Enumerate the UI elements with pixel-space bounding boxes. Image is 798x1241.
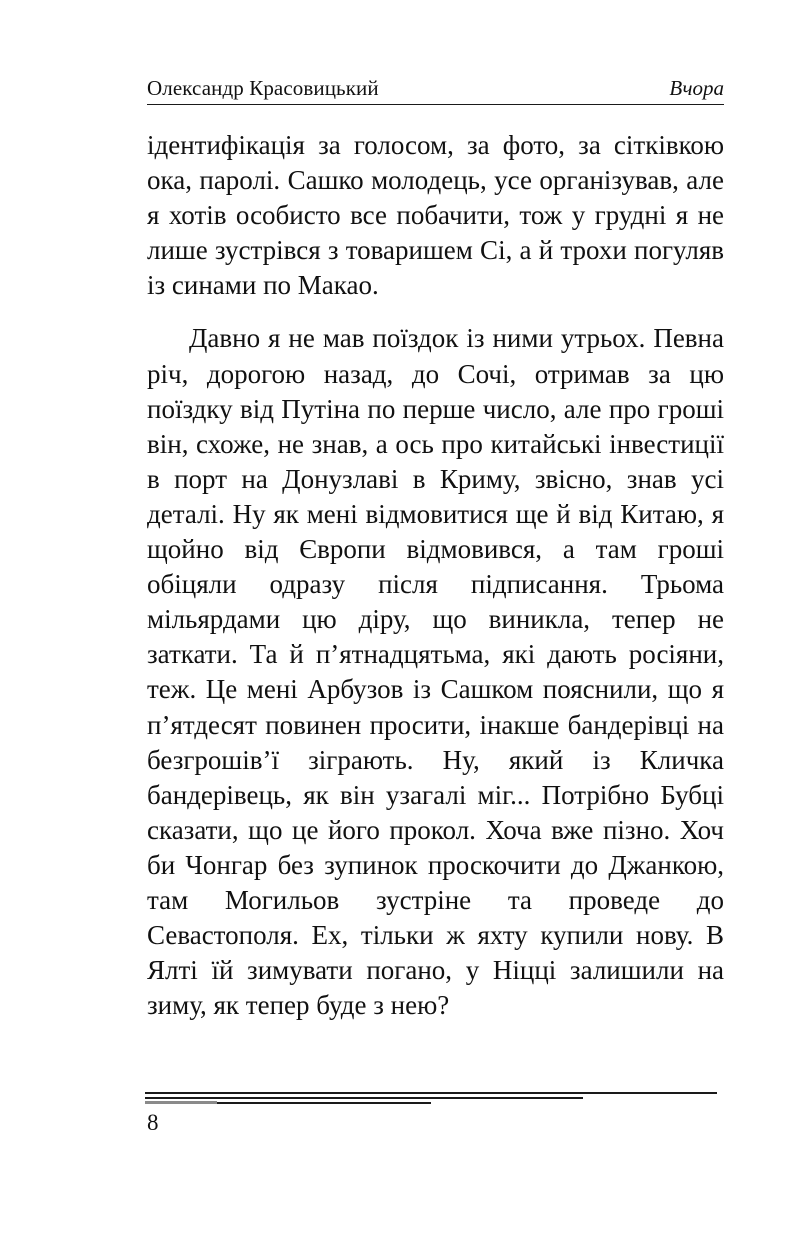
page-number: 8 (147, 1110, 159, 1135)
paragraph-2: Давно я не мав поїздок із ними утрьох. Певна річ, дорогою назад, до Сочі, отримав за цю поїздку від Путіна по перше число, але про гроші він, схоже, не знав, а ось про китайські інвестиції в порт на Донузлаві в Криму, звісно, знав усі деталі. Ну як мені відмовитися ще й від Китаю, я щойно від Європи відмовився, а там гроші обіцяли одразу після підписання. Трьома мільярдами цю діру, що виникла, тепер не заткати. Та й п’ятнадцятьма, які дають росіяни, теж. Це мені Арбузов із Сашком пояснили, що я п’ятдесят повинен просити, інакше бандерівці на безгрошів’ї зіграють. Ну, який із Кличка бандерівець, як він узагалі міг... Потрібно Бубці сказати, що це його прокол. Хоча вже пізно. Хоч би Чонгар без зупинок проскочити до Джанкою, там Могильов зустріне та проведе до Севастополя. Ех, тільки ж яхту купили нову. В Ялті їй зимувати погано, у Ніцці залишили на зиму, як тепер буде з нею? (147, 323, 724, 1021)
header-author: Олександр Красовицький (147, 76, 379, 100)
running-head (147, 74, 724, 105)
body-text (147, 128, 724, 1023)
footer-decorative-rule (145, 1092, 725, 1112)
header-book-title: Вчора (669, 76, 724, 100)
paragraph-1: ідентифікація за голосом, за фото, за сітківкою ока, паролі. Сашко молодець, усе організував, але я хотів особисто все побачити, тож у грудні я не лише зустрівся з товаришем Сі, а й трохи погуляв із синами по Макао. (147, 130, 724, 301)
